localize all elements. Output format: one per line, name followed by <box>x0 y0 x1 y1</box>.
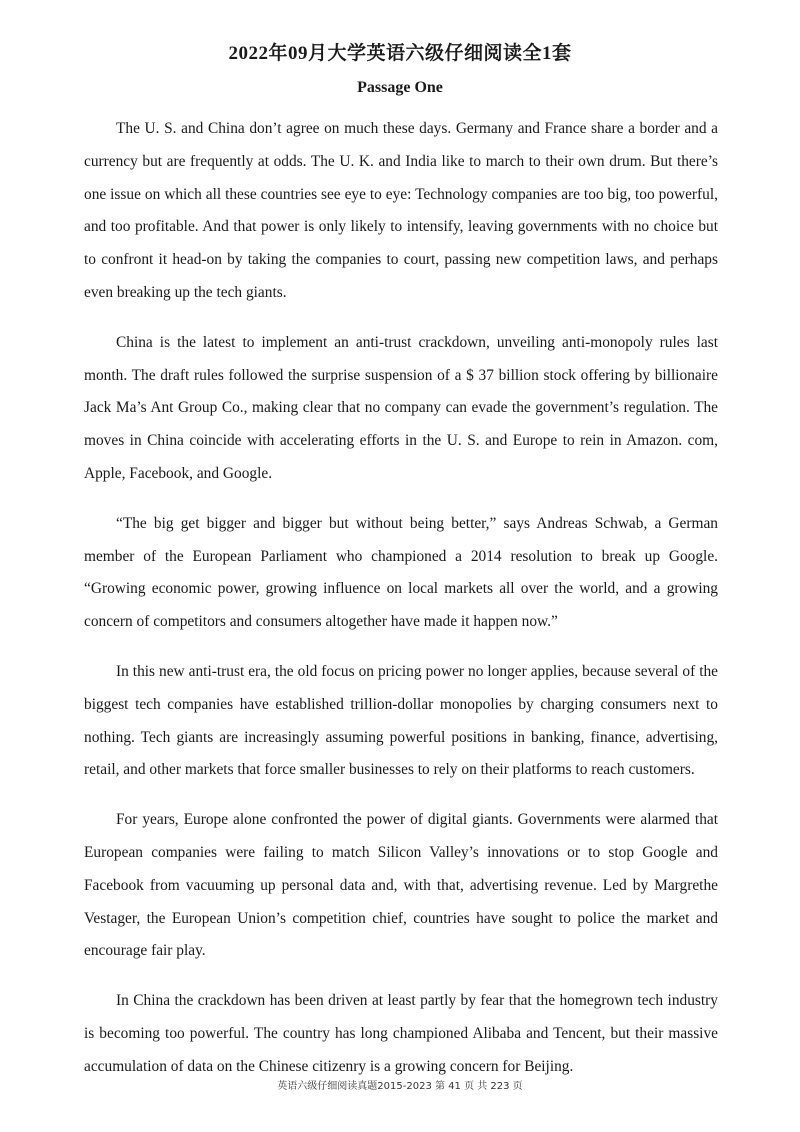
paragraph-3: “The big get bigger and bigger but without being better,” says Andreas Schwab, a German member of the European Parliament who championed a 2014 resolution to break up Google. “Growing economic power, growing influence on local markets all over the world, and a growing concern of competitors and consumers altogether have made it happen now.” <box>84 514 718 631</box>
paragraph-6: In China the crackdown has been driven at least partly by fear that the homegrown tech industry is becoming too powerful. The country has long championed Alibaba and Tencent, but their massive accumulation of data on the Chinese citizenry is a growing concern for Beijing. <box>84 992 718 1075</box>
paragraph-2: China is the latest to implement an anti-trust crackdown, unveiling anti-monopoly rules last month. The draft rules followed the surprise suspension of a $ 37 billion stock offering by billionaire Jack Ma’s Ant Group Co., making clear that no company can evade the government’s regulation. The moves in China coincide with accelerating efforts in the U. S. and Europe to rein in Amazon. com, Apple, Facebook, and Google. <box>84 333 718 482</box>
paragraph-1: The U. S. and China don’t agree on much these days. Germany and France share a border and a currency but are frequently at odds. The U. K. and India like to march to their own drum. But there’s one issue on which all these countries see eye to eye: Technology companies are too big, too powerful, and too profitable. And that power is only likely to intensify, leaving governments with no choice but to confront it head-on by taking the companies to court, passing new competition laws, and perhaps even breaking up the tech giants. <box>84 120 718 301</box>
passage-body <box>84 113 718 1101</box>
paragraph-5: For years, Europe alone confronted the power of digital giants. Governments were alarmed that European companies were failing to match Silicon Valley’s innovations or to stop Google and Facebook from vacuuming up personal data and, with that, advertising revenue. Led by Margrethe Vestager, the European Union’s competition chief, countries have sought to police the market and encourage fair play. <box>84 811 718 960</box>
paragraph-4: In this new anti-trust era, the old focus on pricing power no longer applies, because several of the biggest tech companies have established trillion-dollar monopolies by charging consumers next to nothing. Tech giants are increasingly assuming powerful positions in banking, finance, advertising, retail, and other markets that force smaller businesses to rely on their platforms to reach customers. <box>84 662 718 779</box>
passage-title: Passage One <box>357 79 443 96</box>
page-footer: 英语六级仔细阅读真题2015-2023 第 41 页 共 223 页 <box>277 1081 523 1092</box>
document-title: 2022年09月大学英语六级仔细阅读全1套 <box>228 43 572 64</box>
